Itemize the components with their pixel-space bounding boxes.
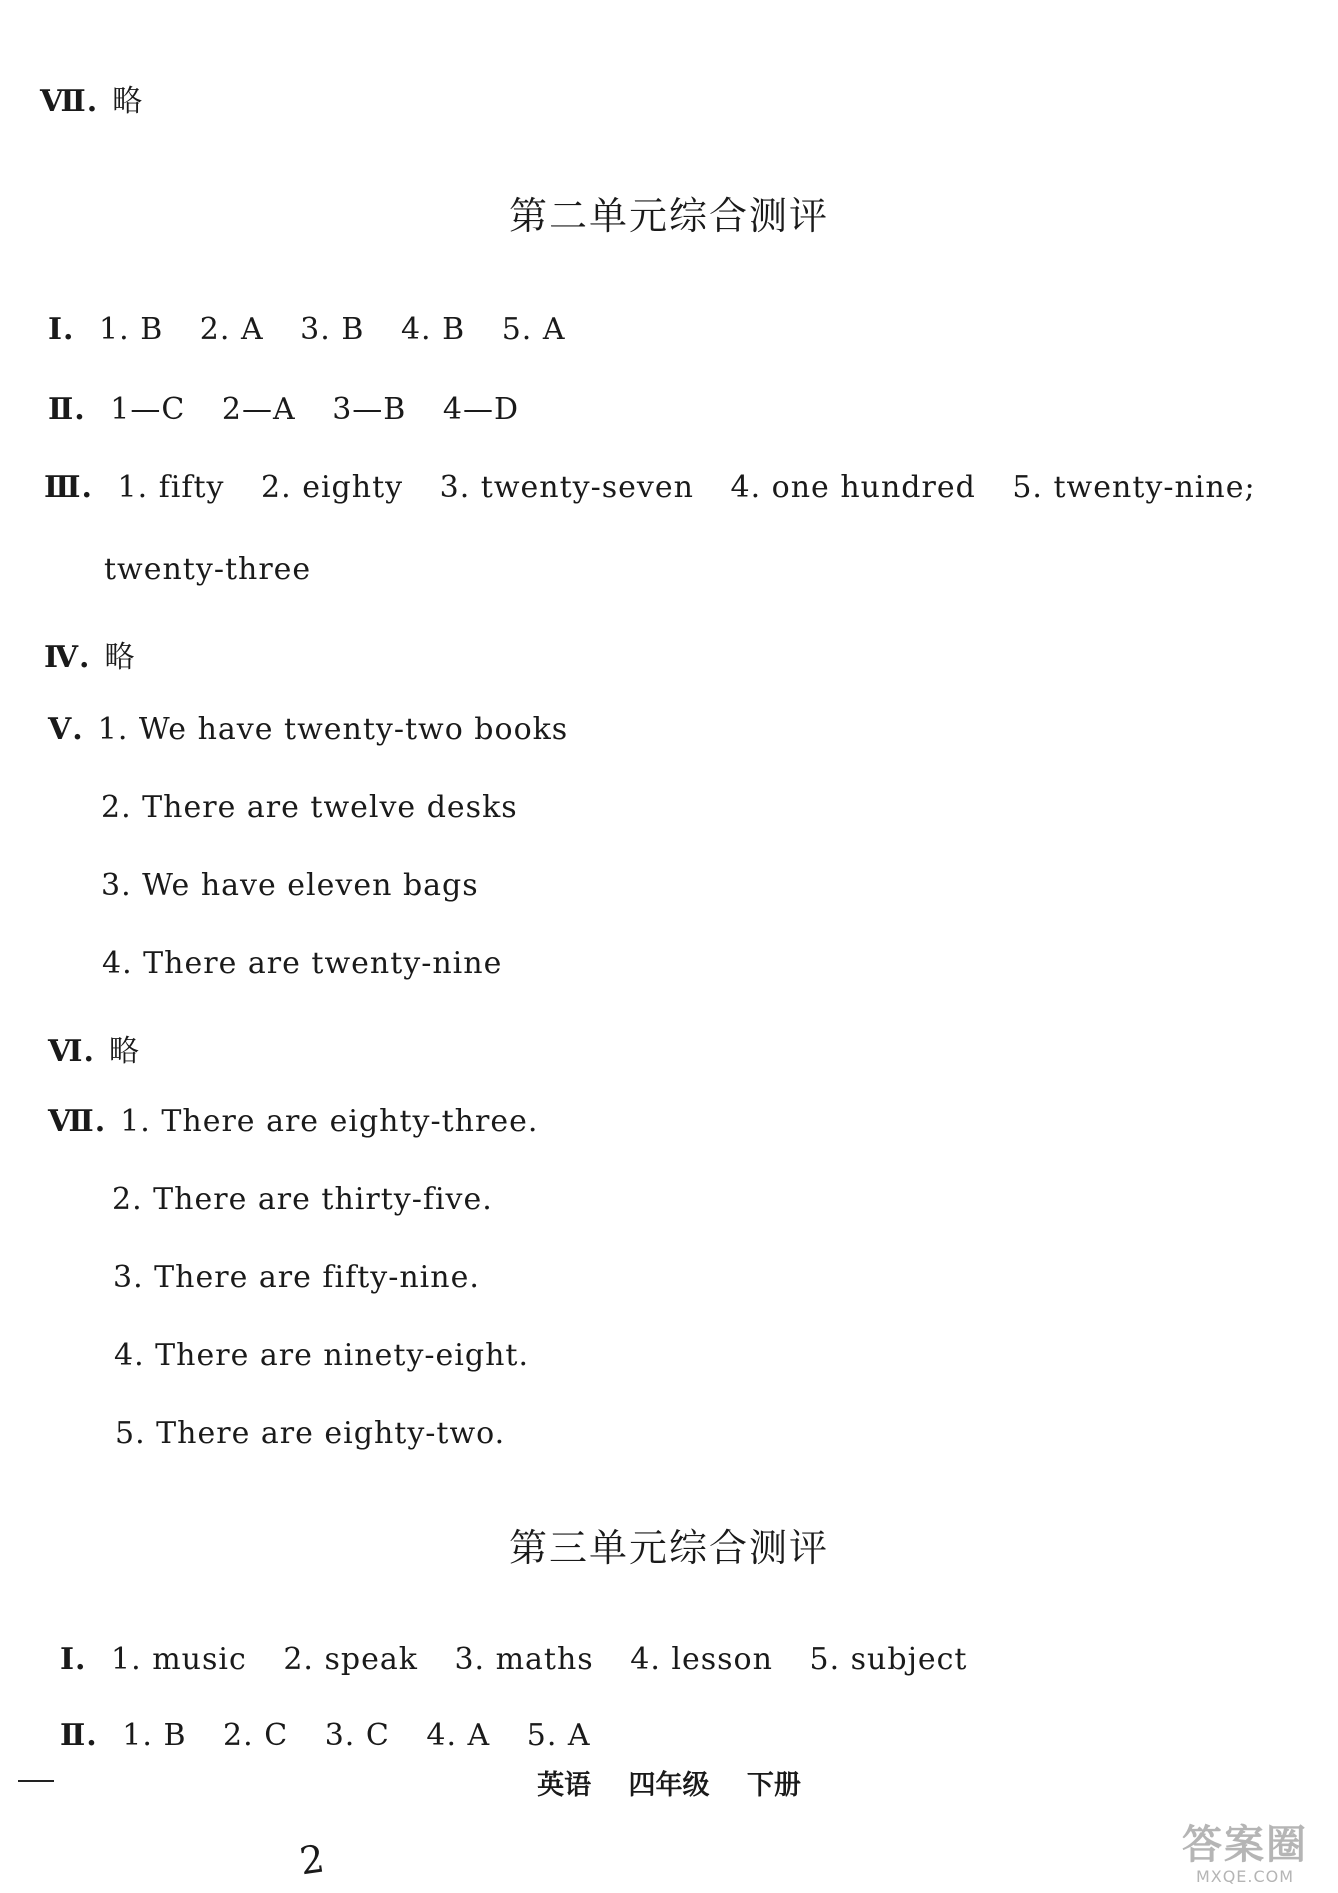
section-text: 略 (112, 84, 144, 119)
answer-line: 2. There are twelve desks (101, 790, 518, 825)
section-text: 略 (104, 640, 136, 675)
section-text: 略 (108, 1034, 140, 1069)
watermark (1170, 1823, 1320, 1885)
footer-subject: 英语 (537, 1770, 592, 1801)
unit2-section-5 (48, 712, 568, 747)
answer-item: 5. twenty-nine; (1012, 470, 1256, 505)
page-number: 2 (297, 1836, 328, 1884)
section-label: Ⅶ. (40, 84, 99, 119)
answer-item: 2. eighty (261, 470, 404, 505)
section-label: Ⅱ. (60, 1718, 98, 1753)
unit2-section-7 (48, 1104, 538, 1139)
section-label: Ⅰ. (60, 1642, 87, 1677)
answer-line: 5. There are eighty-two. (115, 1416, 506, 1451)
unit2-section-4 (44, 632, 136, 676)
section-label: Ⅱ. (48, 392, 86, 427)
unit3-section-2 (60, 1718, 617, 1753)
answer-line: 4. There are twenty-nine (102, 946, 503, 981)
answer-item: 2. A (199, 312, 264, 347)
answer-item: 4. lesson (630, 1642, 773, 1677)
footer-grade: 四年级 (628, 1770, 710, 1801)
answer-item: 3—B (332, 392, 407, 427)
answer-line: 1. There are eighty-three. (120, 1104, 539, 1139)
answer-item: 2. speak (283, 1642, 418, 1677)
answer-line: 1. We have twenty-two books (97, 712, 569, 747)
answer-item: 2—A (221, 392, 296, 427)
answer-item: 1. music (111, 1642, 247, 1677)
answer-item: 3. maths (454, 1642, 594, 1677)
answer-line: 3. We have eleven bags (101, 868, 479, 903)
watermark-logo: 答案圈 (1182, 1822, 1308, 1868)
answer-item: 5. A (501, 312, 566, 347)
answer-line: 3. There are fifty-nine. (113, 1260, 480, 1295)
unit3-title: 第三单元综合测评 (508, 1526, 829, 1570)
answer-item: 4. A (426, 1718, 491, 1753)
answer-item: 5. A (526, 1718, 591, 1753)
answer-item: 4. B (400, 312, 466, 347)
section-label: Ⅴ. (48, 712, 84, 747)
answer-item: 3. C (324, 1718, 390, 1753)
section-label: Ⅳ. (44, 640, 91, 675)
unit2-section-1 (48, 312, 592, 347)
answer-item: 4. one hundred (730, 470, 976, 505)
top-section (40, 76, 143, 120)
answer-line: 4. There are ninety-eight. (114, 1338, 529, 1373)
unit3-section-1 (60, 1642, 993, 1677)
page-footer (0, 1763, 1338, 1802)
watermark-url: MXQE.COM (1195, 1867, 1295, 1886)
answer-item: 1—C (110, 392, 186, 427)
answer-item: 3. twenty-seven (439, 470, 694, 505)
answer-line: 2. There are thirty-five. (112, 1182, 493, 1217)
section-label: Ⅰ. (48, 312, 75, 347)
answer-item: 2. C (223, 1718, 289, 1753)
section-label: Ⅶ. (48, 1104, 107, 1139)
answer-item: 1. fifty (117, 470, 225, 505)
unit2-title: 第二单元综合测评 (508, 194, 829, 238)
answer-item: 5. subject (809, 1642, 968, 1677)
section-label: Ⅵ. (48, 1034, 95, 1069)
unit2-section-6 (48, 1026, 140, 1070)
unit2-section-3 (44, 470, 1282, 505)
answer-item: 4—D (442, 392, 520, 427)
unit2-section-2 (48, 392, 545, 427)
answer-item: 1. B (99, 312, 164, 347)
footer-volume: 下册 (746, 1770, 801, 1801)
unit2-section-3-continuation: twenty-three (104, 552, 312, 587)
section-label: Ⅲ. (44, 470, 93, 505)
answer-item: 3. B (300, 312, 365, 347)
answer-item: 1. B (122, 1718, 187, 1753)
